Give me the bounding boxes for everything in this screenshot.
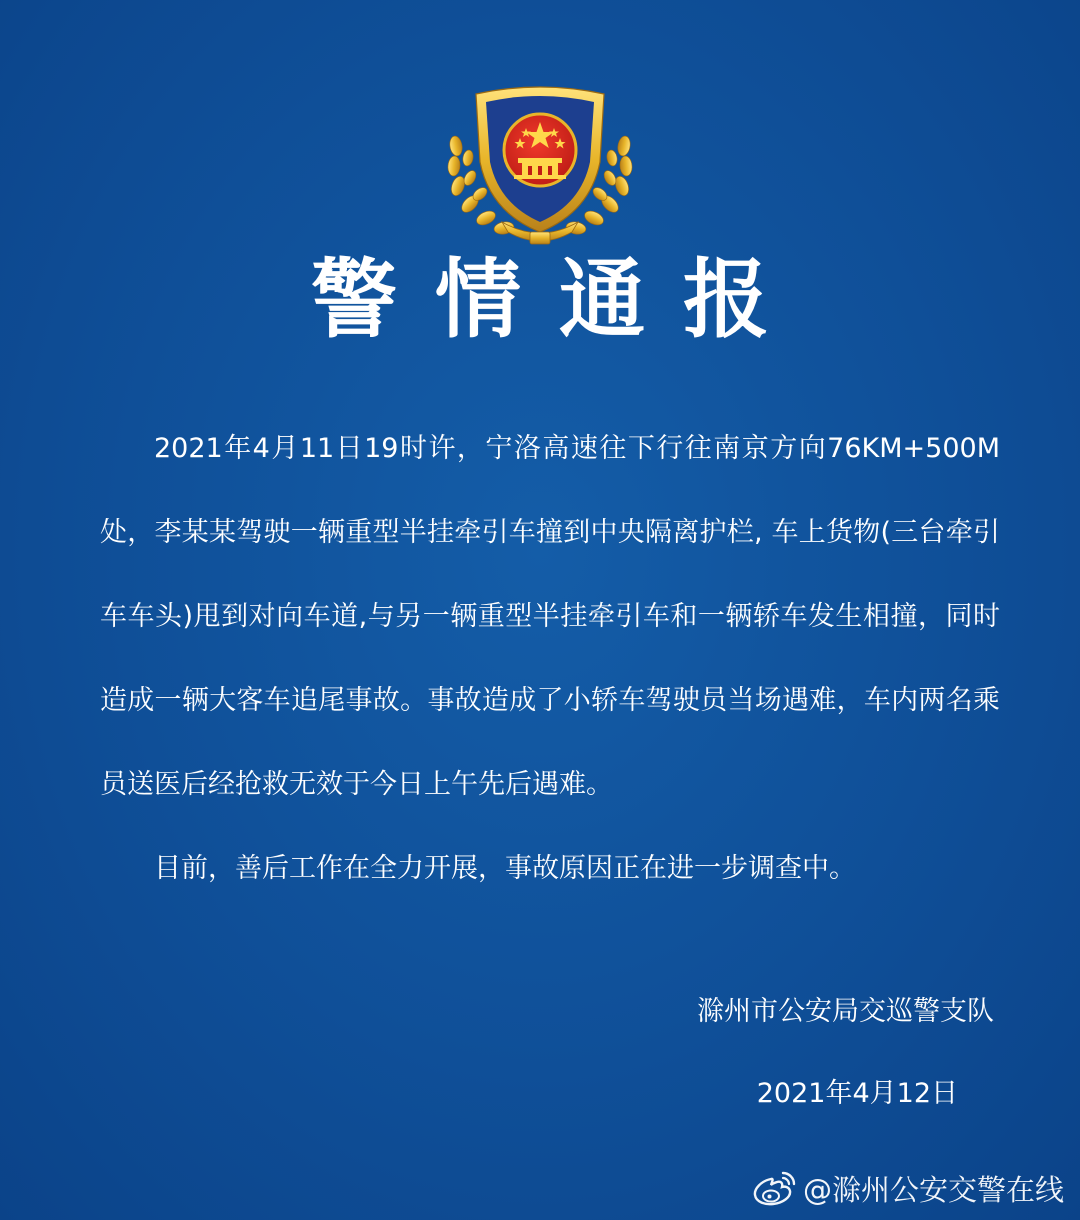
notice-body (100, 407, 1000, 911)
police-emblem-icon (440, 82, 640, 252)
issuer-signature: 滁州市公安局交巡警支队 (697, 996, 994, 1027)
weibo-icon (751, 1169, 797, 1207)
paragraph: 目前，善后工作在全力开展，事故原因正在进一步调查中。 (154, 853, 856, 884)
issue-date: 2021年4月12日 (756, 1078, 958, 1109)
weibo-watermark (751, 1166, 1064, 1210)
paragraph: 2021年4月11日19时许，宁洛高速往下行往南京方向76KM+500M处，李某某驾驶一辆重型半挂牵引车撞到中央隔离护栏, 车上货物(三台牵引车车头)甩到对向车道,与另一辆重型半挂牵引车和一辆轿车发生相撞，同时造成一辆大客车追尾事故。事故造成了小轿车驾驶员当场遇难，车内两名乘员送医后经抢救无效于今日上午先后遇难。 (100, 433, 1000, 800)
weibo-handle: @滁州公安交警在线 (802, 1172, 1064, 1207)
page-title: 警情通报 (311, 250, 807, 350)
